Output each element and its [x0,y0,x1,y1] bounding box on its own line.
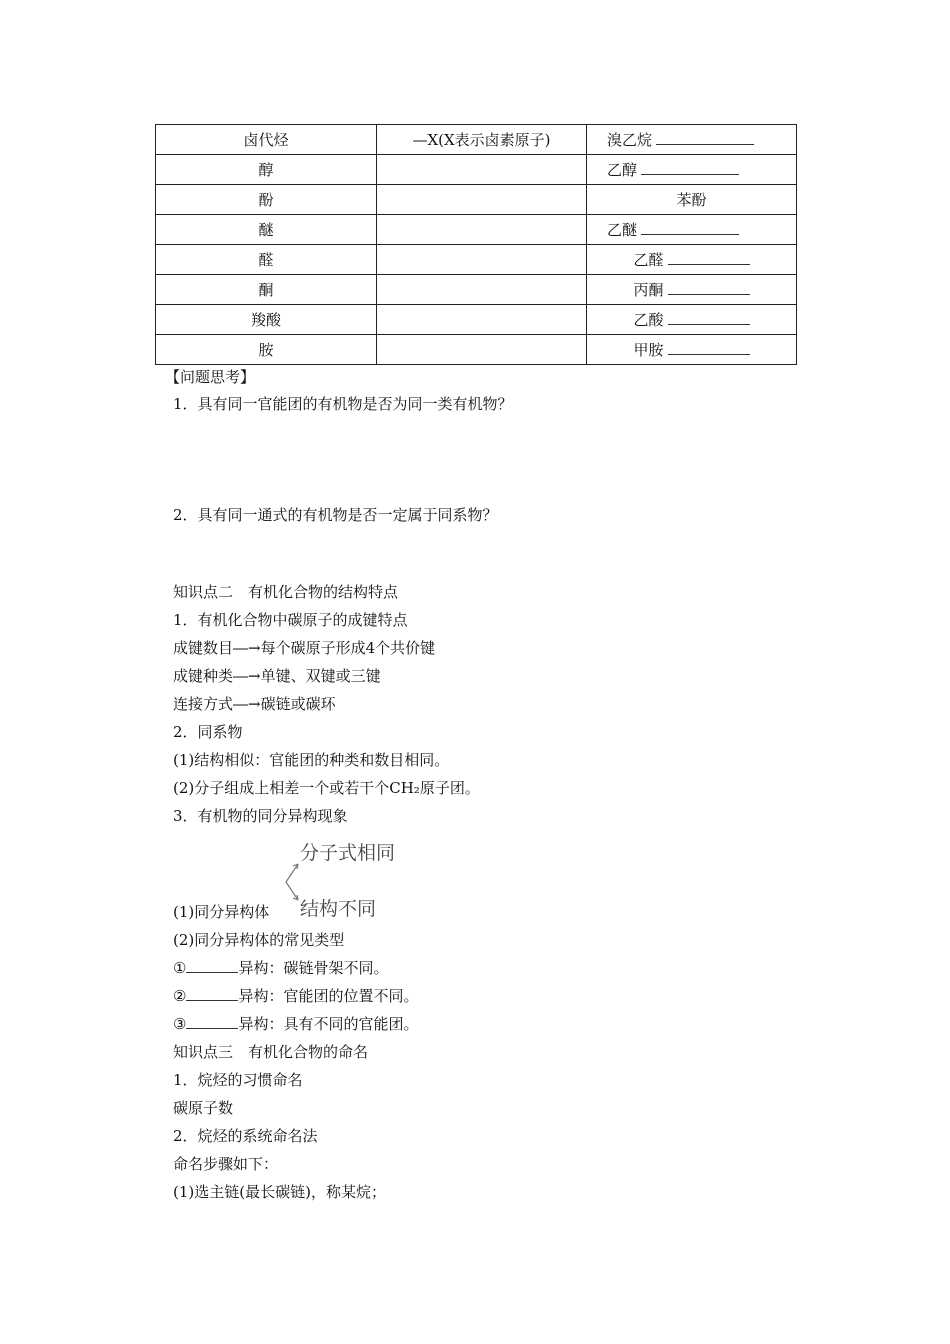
functional-group-cell [377,185,587,215]
functional-group-cell [377,305,587,335]
example-cell [587,155,797,185]
section2-p5: 2．同系物 [173,723,243,741]
answer-blank [668,310,750,325]
table-body [156,125,797,365]
isomer-type-3 [173,1014,418,1034]
type-1-text: 异构：碳链骨架不同。 [238,959,389,977]
example-name: 丙酮 [633,281,664,299]
section2-p10: (2)同分异构体的常见类型 [173,931,345,949]
question-2: 2．具有同一通式的有机物是否一定属于同系物？ [173,506,498,524]
category-cell: 羧酸 [156,305,377,335]
diagram-bottom-label: 结构不同 [300,898,377,920]
functional-group-cell: —X(X表示卤素原子) [377,125,587,155]
example-cell [587,275,797,305]
isomer-type-2 [173,986,418,1006]
functional-group-cell [377,155,587,185]
example-cell [587,335,797,365]
example-name: 溴乙烷 [607,131,653,149]
example-name: 乙醛 [633,251,664,269]
section2-p9: (1)同分异构体 [173,903,270,921]
section2-title: 知识点二 有机化合物的结构特点 [173,583,399,601]
question-1: 1．具有同一官能团的有机物是否为同一类有机物？ [173,395,513,413]
functional-group-cell [377,245,587,275]
table-row [156,155,797,185]
section3-p4: 命名步骤如下： [173,1155,279,1173]
category-cell: 醇 [156,155,377,185]
example-cell [587,245,797,275]
table-row [156,125,797,155]
type-2-blank [186,986,238,1001]
section2-p4: 连接方式―→碳链或碳环 [173,695,336,713]
section3-title: 知识点三 有机化合物的命名 [173,1043,369,1061]
example-cell [587,305,797,335]
table-row [156,275,797,305]
type-1-blank [186,958,238,973]
category-cell: 卤代烃 [156,125,377,155]
answer-blank [641,160,739,175]
table-row [156,335,797,365]
section3-p1: 1．烷烃的习惯命名 [173,1071,303,1089]
answer-blank [668,280,750,295]
section3-p3: 2．烷烃的系统命名法 [173,1127,318,1145]
isomer-diagram [282,838,422,922]
table-row [156,185,797,215]
example-cell [587,215,797,245]
section2-p2: 成键数目―→每个碳原子形成4个共价键 [173,639,436,657]
answer-blank [668,340,750,355]
section2-p7: (2)分子组成上相差一个或若干个CH₂原子团。 [173,779,480,797]
category-cell: 醚 [156,215,377,245]
thinking-header: 【问题思考】 [165,368,256,386]
type-2-text: 异构：官能团的位置不同。 [238,987,419,1005]
example-cell [587,185,797,215]
category-cell: 胺 [156,335,377,365]
functional-group-cell [377,215,587,245]
example-name: 苯酚 [676,191,707,209]
answer-blank [641,220,739,235]
section2-p1: 1．有机化合物中碳原子的成键特点 [173,611,408,629]
functional-group-cell [377,275,587,305]
section2-p3: 成键种类―→单键、双键或三键 [173,667,381,685]
category-cell: 酮 [156,275,377,305]
answer-blank [656,130,754,145]
section3-p5: (1)选主链(最长碳链)，称某烷； [173,1183,386,1201]
section2-p8: 3．有机物的同分异构现象 [173,807,348,825]
functional-group-table [155,124,797,365]
isomer-type-1 [173,958,388,978]
category-cell: 酚 [156,185,377,215]
example-name: 乙酸 [633,311,664,329]
table-row [156,215,797,245]
example-cell [587,125,797,155]
type-2-mark: ② [173,987,187,1005]
type-3-text: 异构：具有不同的官能团。 [238,1015,419,1033]
answer-blank [668,250,750,265]
type-3-mark: ③ [173,1015,187,1033]
section3-p2: 碳原子数 [173,1099,234,1117]
section2-p6: (1)结构相似：官能团的种类和数目相同。 [173,751,450,769]
type-1-mark: ① [173,959,187,977]
category-cell: 醛 [156,245,377,275]
example-name: 甲胺 [633,341,664,359]
table-row [156,305,797,335]
type-3-blank [186,1014,238,1029]
table-row [156,245,797,275]
example-name: 乙醇 [607,161,638,179]
diagram-top-label: 分子式相同 [300,842,396,864]
example-name: 乙醚 [607,221,638,239]
functional-group-cell [377,335,587,365]
